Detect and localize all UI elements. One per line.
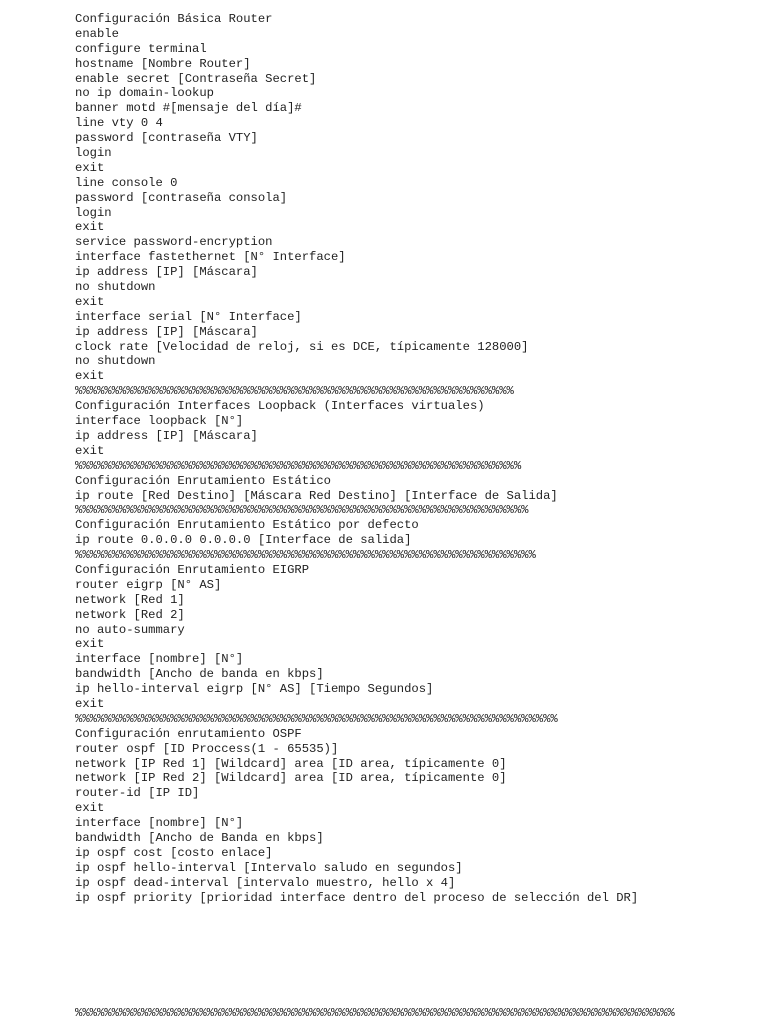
config-line: no ip domain-lookup: [75, 86, 214, 101]
config-line: Configuración Enrutamiento Estático por defecto: [75, 518, 419, 533]
config-line: enable: [75, 26, 119, 41]
config-line: %%%%%%%%%%%%%%%%%%%%%%%%%%%%%%%%%%%%%%%%%%%%%%%%%%%%%%%%%%%%%%%: [75, 548, 536, 563]
config-line: login: [75, 205, 112, 220]
config-line: %%%%%%%%%%%%%%%%%%%%%%%%%%%%%%%%%%%%%%%%%%%%%%%%%%%%%%%%%%%%%: [75, 458, 522, 473]
config-line: exit: [75, 801, 105, 816]
config-line: exit: [75, 443, 105, 458]
config-line: exit: [75, 369, 105, 384]
config-line: router-id [IP ID]: [75, 786, 200, 801]
config-line: Configuración Interfaces Loopback (Interfaces virtuales): [75, 399, 485, 414]
config-line: exit: [75, 294, 105, 309]
config-line: router eigrp [N° AS]: [75, 577, 222, 592]
config-line: line vty 0 4: [75, 116, 163, 131]
config-line: no shutdown: [75, 280, 156, 295]
config-line: Configuración Enrutamiento Estático: [75, 473, 331, 488]
config-line: interface loopback [N°]: [75, 414, 244, 429]
config-line: Configuración enrutamiento OSPF: [75, 726, 302, 741]
config-line: enable secret [Contraseña Secret]: [75, 71, 317, 86]
config-line: ip ospf hello-interval [Intervalo saludo en segundos]: [75, 860, 463, 875]
config-text-block: [75, 12, 755, 905]
config-line: ip address [IP] [Máscara]: [75, 324, 258, 339]
config-line: exit: [75, 220, 105, 235]
config-line: exit: [75, 637, 105, 652]
config-line: configure terminal: [75, 41, 207, 56]
config-line: hostname [Nombre Router]: [75, 56, 251, 71]
config-line: interface fastethernet [N° Interface]: [75, 250, 346, 265]
config-line: line console 0: [75, 175, 178, 190]
config-line: exit: [75, 160, 105, 175]
config-line: login: [75, 146, 112, 161]
config-line: no auto-summary: [75, 622, 185, 637]
config-line: service password-encryption: [75, 235, 273, 250]
config-line: ip address [IP] [Máscara]: [75, 265, 258, 280]
config-line: bandwidth [Ancho de Banda en kbps]: [75, 830, 324, 845]
config-line: %%%%%%%%%%%%%%%%%%%%%%%%%%%%%%%%%%%%%%%%%%%%%%%%%%%%%%%%%%%%: [75, 384, 514, 399]
config-line: exit: [75, 696, 105, 711]
config-line: clock rate [Velocidad de reloj, si es DCE, típicamente 128000]: [75, 339, 529, 354]
config-line: ip ospf priority [prioridad interface dentro del proceso de selección del DR]: [75, 890, 639, 905]
config-line: ip route [Red Destino] [Máscara Red Destino] [Interface de Salida]: [75, 488, 558, 503]
config-line: banner motd #[mensaje del día]#: [75, 101, 302, 116]
config-line: %%%%%%%%%%%%%%%%%%%%%%%%%%%%%%%%%%%%%%%%%%%%%%%%%%%%%%%%%%%%%%: [75, 503, 529, 518]
config-line: ip hello-interval eigrp [N° AS] [Tiempo Segundos]: [75, 682, 434, 697]
config-line: bandwidth [Ancho de banda en kbps]: [75, 667, 324, 682]
config-line: network [IP Red 2] [Wildcard] area [ID area, típicamente 0]: [75, 771, 507, 786]
config-line: ip address [IP] [Máscara]: [75, 428, 258, 443]
config-line: router ospf [ID Proccess(1 - 65535)]: [75, 741, 339, 756]
footer-separator: %%%%%%%%%%%%%%%%%%%%%%%%%%%%%%%%%%%%%%%%%%%%%%%%%%%%%%%%%%%%%%%%%%%%%%%%%%%%%%%%%%: [75, 1006, 675, 1020]
config-line: network [Red 1]: [75, 592, 185, 607]
config-line: %%%%%%%%%%%%%%%%%%%%%%%%%%%%%%%%%%%%%%%%%%%%%%%%%%%%%%%%%%%%%%%%%%: [75, 711, 558, 726]
config-line: password [contraseña consola]: [75, 190, 288, 205]
config-line: interface [nombre] [N°]: [75, 816, 244, 831]
config-line: Configuración Básica Router: [75, 12, 273, 26]
config-line: no shutdown: [75, 354, 156, 369]
config-line: ip ospf dead-interval [intervalo muestro, hello x 4]: [75, 875, 456, 890]
config-line: password [contraseña VTY]: [75, 131, 258, 146]
config-line: ip route 0.0.0.0 0.0.0.0 [Interface de salida]: [75, 533, 412, 548]
config-line: Configuración Enrutamiento EIGRP: [75, 562, 310, 577]
config-line: interface serial [N° Interface]: [75, 309, 302, 324]
config-line: ip ospf cost [costo enlace]: [75, 845, 273, 860]
config-line: interface [nombre] [N°]: [75, 652, 244, 667]
config-line: network [IP Red 1] [Wildcard] area [ID area, típicamente 0]: [75, 756, 507, 771]
config-line: network [Red 2]: [75, 607, 185, 622]
